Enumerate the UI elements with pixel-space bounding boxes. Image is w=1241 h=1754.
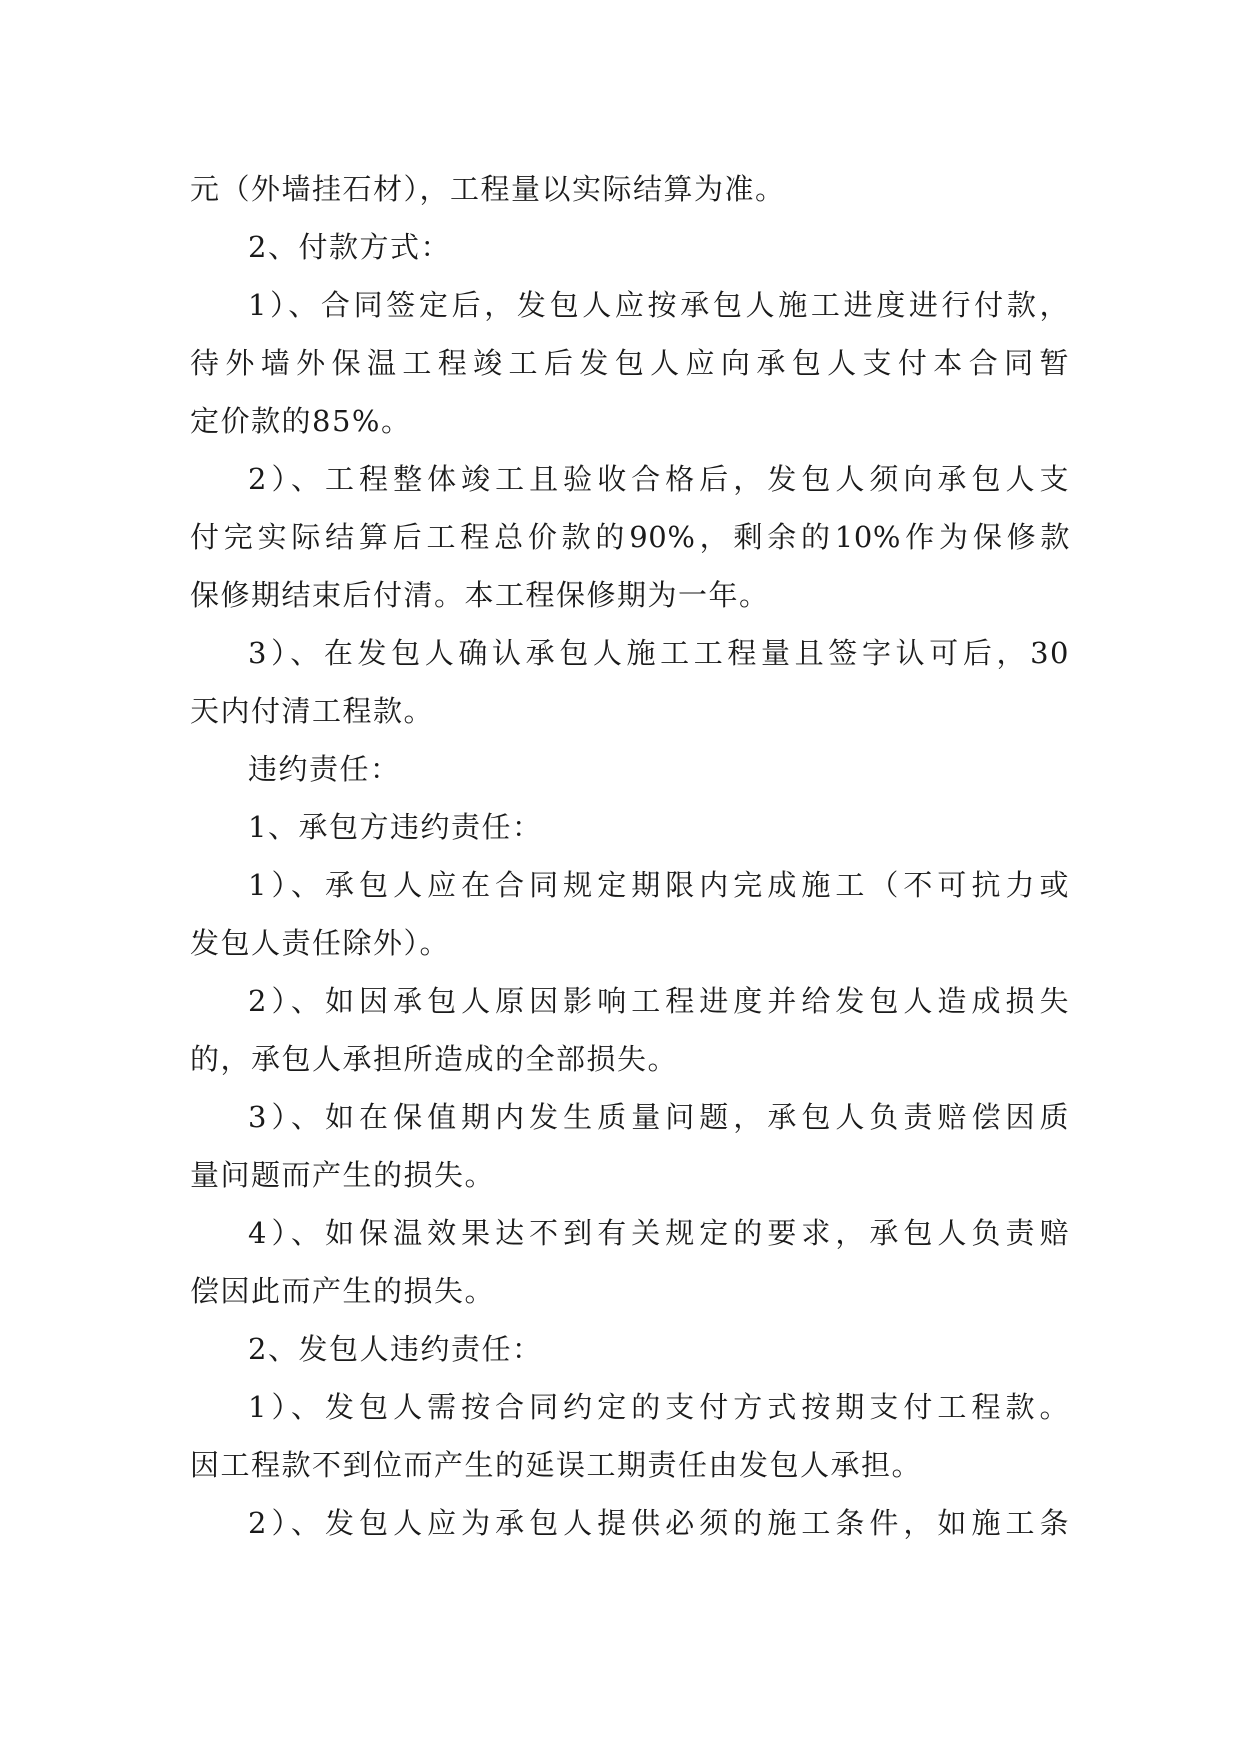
text-line: 偿因此而产生的损失。 bbox=[190, 1274, 496, 1308]
text-line: 1）、合同签定后，发包人应按承包人施工进度进行付款， bbox=[248, 288, 1070, 322]
text-line: 付完实际结算后工程总价款的90%，剩余的10%作为保修款 bbox=[190, 520, 1070, 554]
section-heading-breach: 违约责任： bbox=[248, 752, 401, 786]
subsection-heading-contractor: 1、承包方违约责任： bbox=[248, 810, 543, 844]
text-line: 的，承包人承担所造成的全部损失。 bbox=[190, 1042, 679, 1076]
text-line: 2）、如因承包人原因影响工程进度并给发包人造成损失 bbox=[248, 984, 1070, 1018]
text-line: 3）、如在保值期内发生质量问题，承包人负责赔偿因质 bbox=[248, 1100, 1070, 1134]
text-line: 2）、工程整体竣工且验收合格后，发包人须向承包人支 bbox=[248, 462, 1070, 496]
text-line: 1）、发包人需按合同约定的支付方式按期支付工程款。 bbox=[248, 1390, 1070, 1424]
text-line: 元（外墙挂石材），工程量以实际结算为准。 bbox=[190, 172, 786, 206]
text-line: 发包人责任除外）。 bbox=[190, 926, 451, 960]
text-line: 2）、发包人应为承包人提供必须的施工条件，如施工条 bbox=[248, 1506, 1070, 1540]
section-heading-payment: 2、付款方式： bbox=[248, 230, 451, 264]
text-line: 保修期结束后付清。本工程保修期为一年。 bbox=[190, 578, 770, 612]
document-body bbox=[190, 160, 1070, 1552]
subsection-heading-employer: 2、发包人违约责任： bbox=[248, 1332, 543, 1366]
text-line: 4）、如保温效果达不到有关规定的要求，承包人负责赔 bbox=[248, 1216, 1070, 1250]
text-line: 1）、承包人应在合同规定期限内完成施工（不可抗力或 bbox=[248, 868, 1070, 902]
text-line: 3）、在发包人确认承包人施工工程量且签字认可后，30 bbox=[248, 636, 1070, 670]
text-line: 天内付清工程款。 bbox=[190, 694, 435, 728]
text-line: 因工程款不到位而产生的延误工期责任由发包人承担。 bbox=[190, 1448, 923, 1482]
text-line: 定价款的85%。 bbox=[190, 404, 412, 438]
text-line: 量问题而产生的损失。 bbox=[190, 1158, 496, 1192]
text-line: 待外墙外保温工程竣工后发包人应向承包人支付本合同暂 bbox=[190, 346, 1070, 380]
